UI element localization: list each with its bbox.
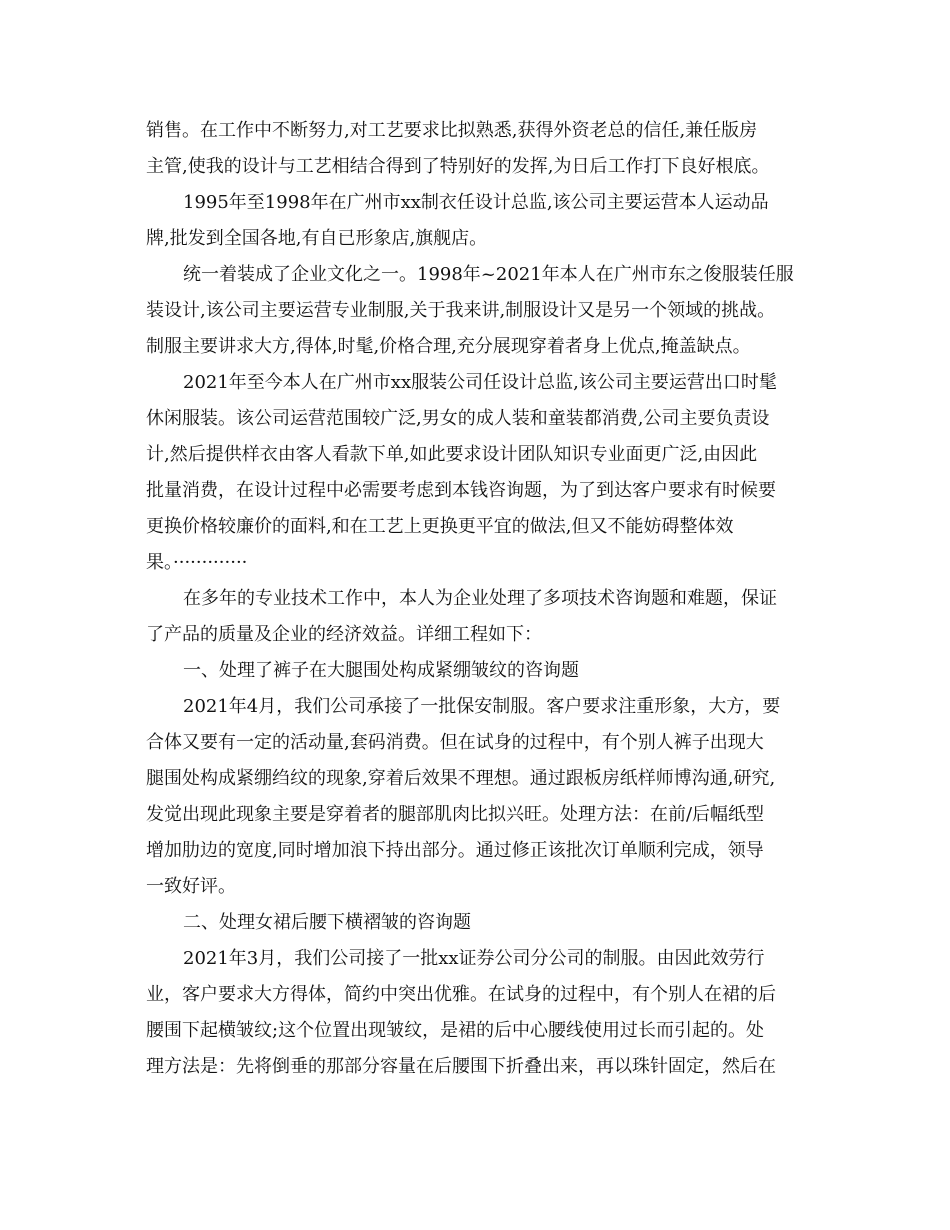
text-line: 一致好评。 [146, 876, 236, 897]
text-line: 了产品的质量及企业的经济效益。详细工程如下： [146, 624, 542, 645]
document-body [146, 113, 806, 1085]
text-line: 装设计,该公司主要运营专业制服,关于我来讲,制服设计又是另一个领域的挑战。 [146, 300, 776, 321]
text-line: 腿围处构成紧绷绉纹的现象,穿着后效果不理想。通过跟板房纸样师博沟通,研究, [146, 768, 776, 789]
text-line: 计,然后提供样衣由客人看款下单,如此要求设计团队知识专业面更广泛,由因此 [146, 444, 758, 465]
text-line: 业，客户要求大方得体，简约中突出优雅。在试身的过程中，有个别人在裙的后 [146, 984, 776, 1005]
text-line: 在多年的专业技术工作中，本人为企业处理了多项技术咨询题和难题，保证 [183, 588, 777, 609]
text-line: 增加肋边的宽度,同时增加浪下持出部分。通过修正该批次订单顺利完成，领导 [146, 840, 764, 861]
text-line: 制服主要讲求大方,得体,时髦,价格合理,充分展现穿着者身上优点,掩盖缺点。 [146, 336, 751, 357]
text-line: 休闲服装。该公司运营范围较广泛,男女的成人装和童装都消费,公司主要负责设 [146, 408, 770, 429]
text-line: 主管,使我的设计与工艺相结合得到了特别好的发挥,为日后工作打下良好根底。 [146, 156, 770, 177]
text-line: 腰围下起横皱纹;这个位置出现皱纹，是裙的后中心腰线使用过长而引起的。处 [146, 1020, 765, 1041]
text-line: 牌,批发到全国各地,有自已形象店,旗舰店。 [146, 228, 488, 249]
text-line: 2021年4月，我们公司承接了一批保安制服。客户要求注重形象，大方，要 [183, 696, 781, 717]
text-line: 2021年至今本人在广州市xx服装公司任设计总监,该公司主要运营出口时髦 [183, 372, 777, 393]
text-line: 发觉出现此现象主要是穿着者的腿部肌肉比拟兴旺。处理方法：在前/后幅纸型 [146, 804, 765, 825]
text-line: 理方法是：先将倒垂的那部分容量在后腰围下折叠出来，再以珠针固定，然后在 [146, 1056, 776, 1077]
text-line: 批量消费，在设计过程中必需要考虑到本钱咨询题，为了到达客户要求有时候要 [146, 480, 776, 501]
text-line: 更换价格较廉价的面料,和在工艺上更换更平宜的做法,但又不能妨碍整体效 [146, 516, 734, 537]
text-line: 统一着装成了企业文化之一。1998年~2021年本人在广州市东之俊服装任服 [183, 264, 794, 285]
text-line: 合体又要有一定的活动量,套码消费。但在试身的过程中，有个别人裤子出现大 [146, 732, 764, 753]
text-line: 2021年3月，我们公司接了一批xx证券公司分公司的制服。由因此效劳行 [183, 948, 765, 969]
text-line: 果。············· [146, 552, 248, 573]
text-line: 二、处理女裙后腰下横褶皱的咨询题 [183, 912, 471, 933]
text-line: 1995年至1998年在广州市xx制衣任设计总监,该公司主要运营本人运动品 [183, 192, 769, 213]
text-line: 销售。在工作中不断努力,对工艺要求比拟熟悉,获得外资老总的信任,兼任版房 [146, 120, 758, 141]
text-line: 一、处理了裤子在大腿围处构成紧绷皱纹的咨询题 [183, 660, 579, 681]
